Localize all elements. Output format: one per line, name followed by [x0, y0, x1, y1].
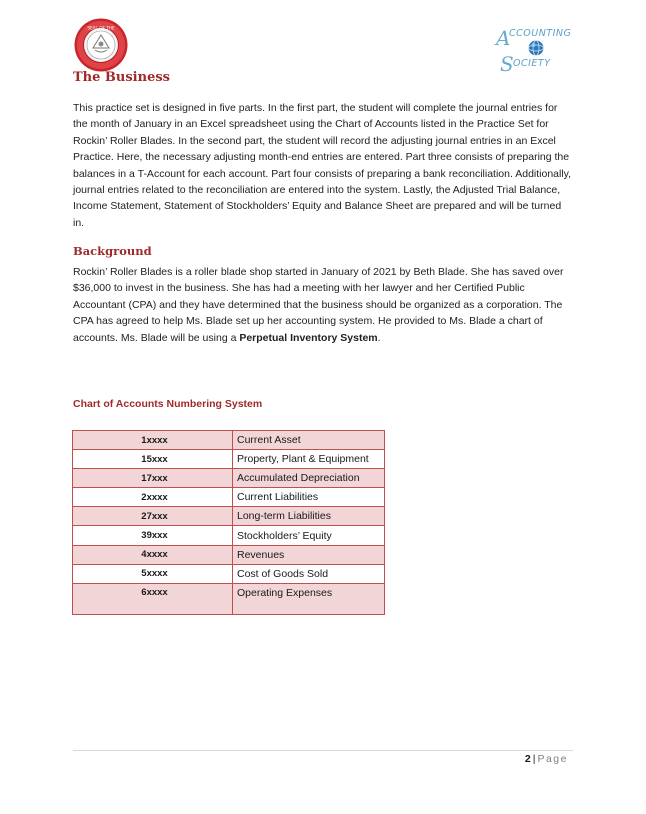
account-name: Property, Plant & Equipment — [233, 450, 385, 469]
seal-logo-icon — [74, 18, 128, 72]
svg-text:SEAL OF THE: SEAL OF THE — [87, 25, 115, 31]
account-name: Revenues — [233, 545, 385, 564]
account-number: 5xxxx — [73, 564, 233, 583]
account-name: Cost of Goods Sold — [233, 564, 385, 583]
business-heading: The Business — [73, 70, 170, 85]
table-row — [73, 507, 385, 526]
logo-initial-s: S — [500, 52, 514, 76]
account-number: 1xxxx — [73, 431, 233, 450]
background-heading: Background — [73, 244, 152, 258]
footer-divider — [73, 750, 573, 751]
page-footer — [525, 753, 568, 765]
account-name: Long-term Liabilities — [233, 507, 385, 526]
account-number: 15xxx — [73, 450, 233, 469]
table-row — [73, 545, 385, 564]
table-row — [73, 583, 385, 614]
account-name: Accumulated Depreciation — [233, 469, 385, 488]
table-row — [73, 450, 385, 469]
globe-icon — [528, 40, 544, 56]
account-number: 27xxx — [73, 507, 233, 526]
table-row — [73, 564, 385, 583]
account-number: 17xxx — [73, 469, 233, 488]
chart-of-accounts-title: Chart of Accounts Numbering System — [73, 398, 263, 410]
table-row — [73, 469, 385, 488]
account-name: Stockholders’ Equity — [233, 526, 385, 545]
account-number: 6xxxx — [73, 583, 233, 614]
account-number: 4xxxx — [73, 545, 233, 564]
logo-word-accounting: CCOUNTING — [509, 28, 572, 39]
account-number: 39xxx — [73, 526, 233, 545]
background-bold-term: Perpetual Inventory System — [239, 331, 378, 344]
chart-of-accounts-table — [72, 430, 385, 615]
background-paragraph — [73, 264, 573, 346]
background-text-end: . — [377, 331, 381, 344]
account-name: Current Liabilities — [233, 488, 385, 507]
logo-initial-a: A — [496, 26, 511, 50]
business-paragraph: This practice set is designed in five parts. In the first part, the student will complete the journal entries for the month of January in an Excel spreadsheet using the Chart of Accounts listed in the Practice Set for Rockin’ Roller Blades. In the second part, the student will record the adjusting journal entries in an Excel Practice. Here, the necessary adjusting month-end entries are entered. Part three consists of preparing the balances in a T-Account for each account. Part four consists of preparing a bank reconciliation. Additionally, journal entries related to the reconciliation are entered into the system. Lastly, the Adjusted Trial Balance, Income Statement, Statement of Stockholders’ Equity and Balance Sheet are prepared and will be turned in. — [73, 102, 572, 229]
background-text: Rockin’ Roller Blades is a roller blade shop started in January of 2021 by Beth Blade. She has saved over $36,000 to invest in the business. She has had a meeting with her lawyer and her Certified Public Accountant (CPA) and they have determined that the business should be organized as a corporation. The CPA has agreed to help Ms. Blade set up her accounting system. He provided to Ms. Blade a chart of accounts. Ms. Blade will be using a — [73, 266, 564, 344]
footer-separator: | — [532, 753, 536, 765]
account-name: Current Asset — [233, 431, 385, 450]
logo-word-society: OCIETY — [513, 58, 551, 69]
table-row — [73, 526, 385, 545]
account-name: Operating Expenses — [233, 583, 385, 614]
accounting-society-logo — [496, 22, 576, 74]
table-row — [73, 488, 385, 507]
table-row — [73, 431, 385, 450]
page-label: Page — [537, 753, 568, 765]
page-number: 2 — [524, 753, 531, 765]
account-number: 2xxxx — [73, 488, 233, 507]
